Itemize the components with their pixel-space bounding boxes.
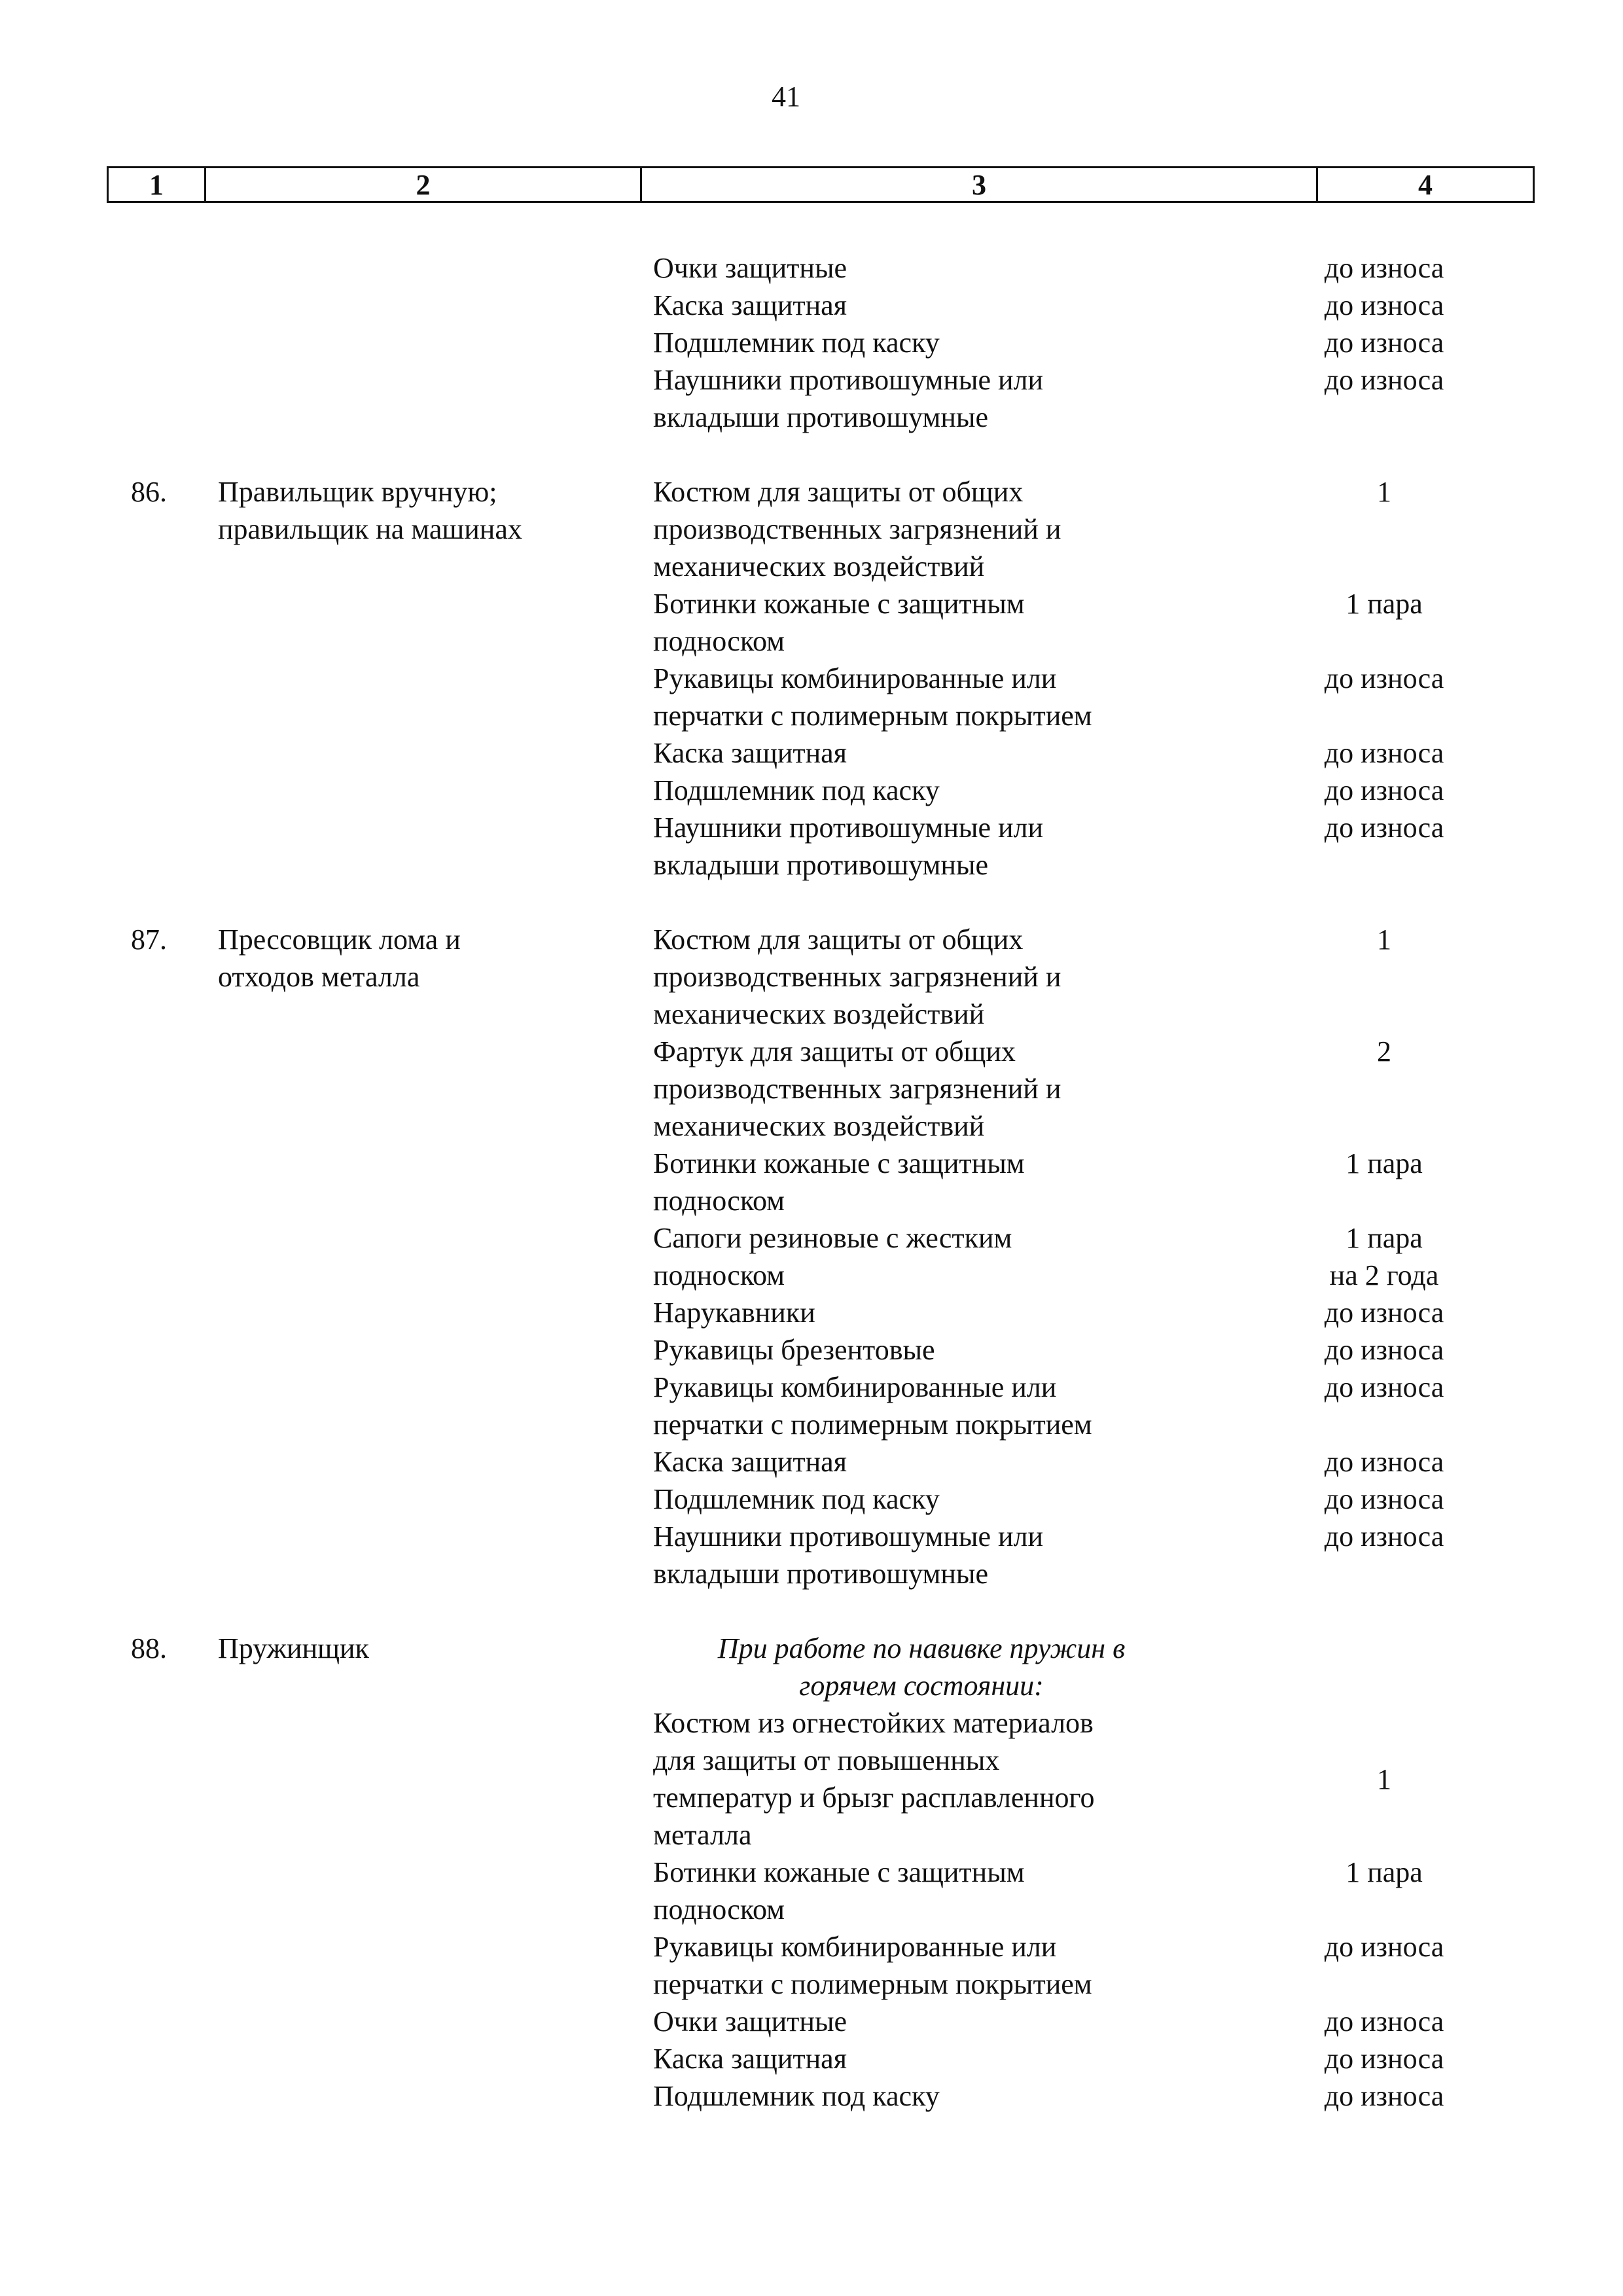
item-name: Рукавицы комбинированные или перчатки с полимерным покрытием (653, 1931, 1092, 2000)
item-name: Рукавицы комбинированные или перчатки с полимерным покрытием (653, 662, 1092, 732)
item-quantity: до износа (1324, 1297, 1444, 1329)
item-quantity: до износа (1324, 289, 1444, 321)
list-item (653, 249, 1602, 287)
continuation-block (0, 249, 1623, 436)
list-item (653, 660, 1602, 734)
list-item (653, 1219, 1602, 1294)
table-row (0, 921, 1623, 1592)
item-name: Наушники противошумные или вкладыши противошумные (653, 1520, 1044, 1590)
item-name: Ботинки кожаные с защитным подноском (653, 588, 1025, 657)
list-item (653, 324, 1602, 361)
item-name: Костюм для защиты от общих производственных загрязнений и механических воздействий (653, 476, 1061, 583)
list-item (653, 1033, 1602, 1145)
list-item (653, 473, 1602, 585)
item-name: Наушники противошумные или вкладыши противошумные (653, 364, 1044, 433)
item-quantity: 1 пара (1346, 1147, 1423, 1179)
item-name: Каска защитная (653, 289, 847, 321)
item-quantity: до износа (1324, 812, 1444, 844)
item-quantity: 2 (1377, 1035, 1391, 1067)
item-name: Сапоги резиновые с жестким подноском (653, 1222, 1012, 1291)
item-quantity: до износа (1324, 662, 1444, 694)
item-name: Наушники противошумные или вкладыши противошумные (653, 812, 1044, 881)
item-quantity: до износа (1324, 1371, 1444, 1403)
list-item (653, 1294, 1602, 1331)
row-number: 87. (131, 924, 167, 956)
table-header (107, 166, 1535, 203)
item-name: Подшлемник под каску (653, 1483, 940, 1515)
list-item (653, 2040, 1602, 2077)
list-item (653, 1145, 1602, 1219)
list-item (653, 1443, 1602, 1480)
item-quantity: до износа (1324, 774, 1444, 806)
list-item (653, 1928, 1602, 2003)
list-item (653, 1518, 1602, 1592)
list-item (653, 361, 1602, 436)
row-number: 88. (131, 1632, 167, 1664)
item-quantity: до износа (1324, 1483, 1444, 1515)
item-quantity: до износа (1324, 2080, 1444, 2112)
row-spacer (0, 436, 1623, 473)
item-name: Очки защитные (653, 2005, 847, 2037)
item-name: Подшлемник под каску (653, 774, 940, 806)
list-item (653, 2003, 1602, 2040)
item-quantity: 1 пара на 2 года (1329, 1222, 1439, 1291)
table-row (0, 473, 1623, 884)
list-item (653, 1369, 1602, 1443)
item-name: Костюм из огнестойких материалов для защиты от повышенных температур и брызг расплавленного металла (653, 1707, 1095, 1851)
row-number: 86. (131, 476, 167, 508)
list-item (653, 734, 1602, 772)
item-name: Ботинки кожаные с защитным подноском (653, 1147, 1025, 1217)
item-quantity: до износа (1324, 252, 1444, 284)
item-list (653, 473, 1602, 884)
item-list (653, 249, 1602, 436)
item-list (653, 921, 1602, 1592)
list-item (653, 809, 1602, 884)
list-item (653, 1704, 1602, 1854)
item-quantity: до износа (1324, 1931, 1444, 1963)
item-name: Подшлемник под каску (653, 2080, 940, 2112)
table-body (0, 249, 1623, 2115)
list-item (653, 2077, 1602, 2115)
header-col-3: 3 (642, 168, 1318, 201)
item-name: Костюм для защиты от общих производственных загрязнений и механических воздействий (653, 924, 1061, 1030)
item-quantity: до износа (1324, 327, 1444, 359)
list-item (653, 921, 1602, 1033)
item-name: Рукавицы брезентовые (653, 1334, 935, 1366)
item-name: Фартук для защиты от общих производственных загрязнений и механических воздействий (653, 1035, 1061, 1142)
item-quantity: до износа (1324, 2043, 1444, 2075)
list-item (653, 1480, 1602, 1518)
item-name: Нарукавники (653, 1297, 815, 1329)
table-row (0, 1630, 1623, 2115)
item-name: Рукавицы комбинированные или перчатки с полимерным покрытием (653, 1371, 1092, 1441)
occupation-name: Прессовщик лома и отходов металла (218, 924, 461, 993)
list-item (653, 287, 1602, 324)
item-quantity: до износа (1324, 1334, 1444, 1366)
item-quantity: 1 (1377, 1763, 1391, 1795)
item-quantity: до износа (1324, 1446, 1444, 1478)
row-spacer (0, 884, 1623, 921)
item-name: Каска защитная (653, 2043, 847, 2075)
item-quantity: 1 пара (1346, 588, 1423, 620)
item-quantity: до износа (1324, 737, 1444, 769)
item-name: Подшлемник под каску (653, 327, 940, 359)
occupation-name: Правильщик вручную; правильщик на машинах (218, 476, 522, 545)
item-quantity: 1 (1377, 476, 1391, 508)
item-quantity: до износа (1324, 2005, 1444, 2037)
item-quantity: до износа (1324, 1520, 1444, 1552)
item-name: Очки защитные (653, 252, 847, 284)
header-col-1: 1 (109, 168, 206, 201)
header-col-4: 4 (1418, 168, 1433, 201)
item-name: Каска защитная (653, 1446, 847, 1478)
item-list (653, 1704, 1602, 2115)
condition-wrapper (653, 1630, 1602, 1704)
list-item (653, 1331, 1602, 1369)
list-item (653, 1854, 1602, 1928)
occupation-name: Пружинщик (218, 1632, 369, 1664)
page-number: 41 (772, 81, 800, 113)
item-quantity: 1 (1377, 924, 1391, 956)
list-item (653, 585, 1602, 660)
item-name: Ботинки кожаные с защитным подноском (653, 1856, 1025, 1926)
item-quantity: 1 пара (1346, 1856, 1423, 1888)
item-name: Каска защитная (653, 737, 847, 769)
condition-note: При работе по навивке пружин в горячем состоянии: (717, 1632, 1126, 1702)
row-spacer (0, 1592, 1623, 1630)
list-item (653, 772, 1602, 809)
header-col-2: 2 (206, 168, 642, 201)
item-quantity: до износа (1324, 364, 1444, 396)
